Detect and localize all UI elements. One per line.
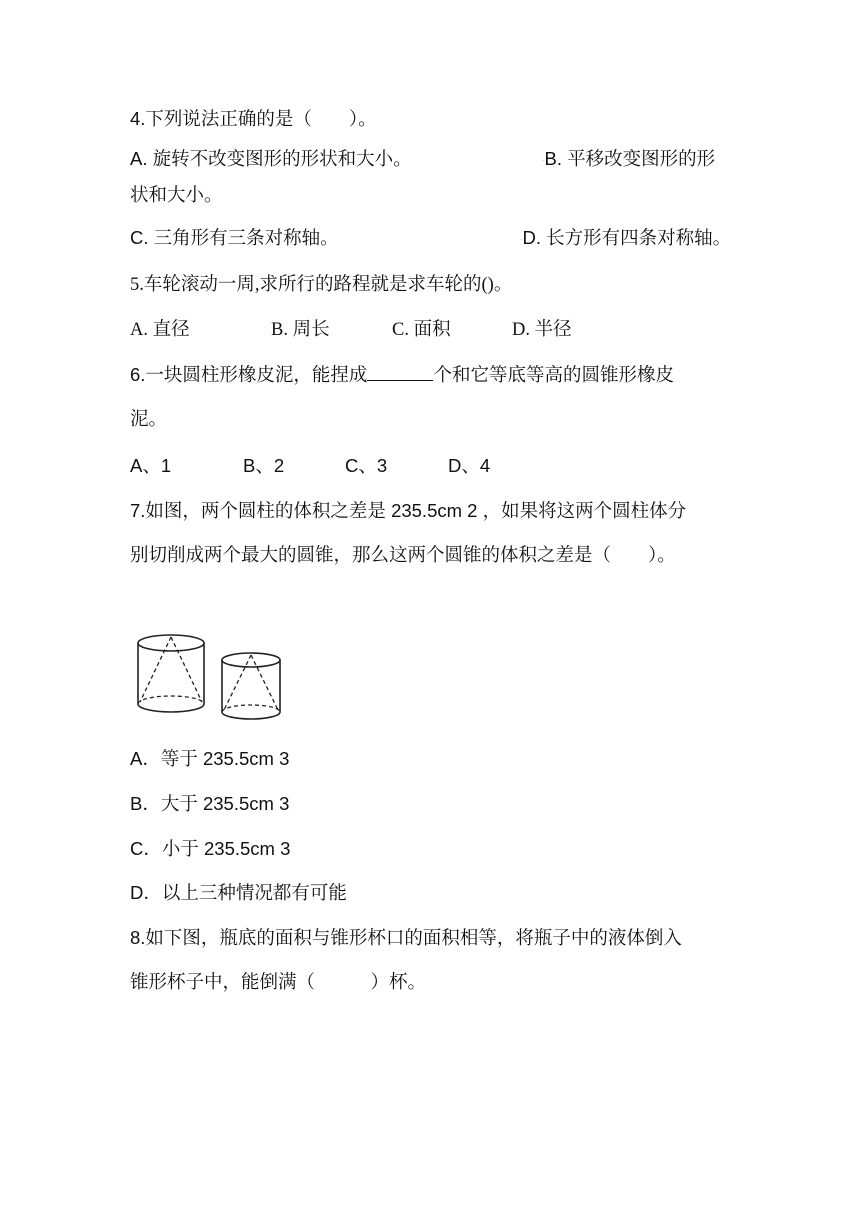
q5-stem-text: 5.车轮滚动一周,求所行的路程就是求车轮的()。 [130,275,513,295]
q7-option-d: D．以上三种情况都有可能 [130,882,347,903]
q6-option-b: B、2 [243,455,285,476]
q8-stem-cont [130,969,426,995]
q6-answer-blank [367,362,433,381]
q6-option-c: C、3 [345,455,388,476]
q4-option-b [543,146,715,173]
q7-stem-cont [130,542,676,568]
q8-stem-cont-text: 锥形杯子中，能倒满（ ）杯。 [130,971,427,992]
q4-option-a [130,146,412,173]
q4-option-a-text: A. 旋转不改变图形的形状和大小。 [130,148,412,169]
q4-stem [130,106,377,133]
q8-stem [130,925,682,951]
q6-option-a: A、1 [130,455,172,476]
q6-stem-cont [130,406,167,432]
q4-stem-text: 4.下列说法正确的是（ ）。 [130,108,377,129]
q4-option-d [521,225,731,252]
two-cylinders-figure [134,630,289,725]
small-cylinder [222,653,280,719]
q4-option-c [130,225,339,252]
q7-option-c: C．小于 235.5cm 3 [130,838,291,859]
q7-stem-text: 7.如图，两个圆柱的体积之差是 235.5cm 2 ，如果将这两个圆柱体分 [130,500,687,521]
q7-stem [130,498,686,524]
q6-stem [130,362,674,388]
q4-option-c-text: C. 三角形有三条对称轴。 [130,227,339,248]
q8-stem-text: 8.如下图，瓶底的面积与锥形杯口的面积相等，将瓶子中的液体倒入 [130,927,682,948]
q4-option-d-text: D. 长方形有四条对称轴。 [522,227,732,248]
q4-option-b-cont-text: 状和大小。 [130,184,223,205]
q5-stem [130,272,512,298]
q7-option-a: A．等于 235.5cm 3 [130,748,290,769]
q5-option-c: C. 面积 [392,320,451,340]
q5-option-b: B. 周长 [271,320,330,340]
q4-option-b-text: B. 平移改变图形的形 [544,148,716,169]
q6-stem-cont-text: 泥。 [130,408,168,429]
q7-option-b: B．大于 235.5cm 3 [130,793,290,814]
q5-option-a: A. 直径 [130,320,190,340]
q7-stem-cont-text: 别切削成两个最大的圆锥，那么这两个圆锥的体积之差是（ ）。 [130,544,676,565]
large-cylinder [138,635,204,712]
q6-stem-before: 6.一块圆柱形橡皮泥，能捏成 [130,364,368,385]
q6-stem-after: 个和它等底等高的圆锥形橡皮 [433,364,674,385]
q5-option-d: D. 半径 [512,320,572,340]
q4-option-b-mark: . [543,157,545,163]
q4-option-b-cont [130,182,223,209]
q6-option-d: D、4 [448,455,491,476]
q4-option-d-mark: . [521,236,523,242]
